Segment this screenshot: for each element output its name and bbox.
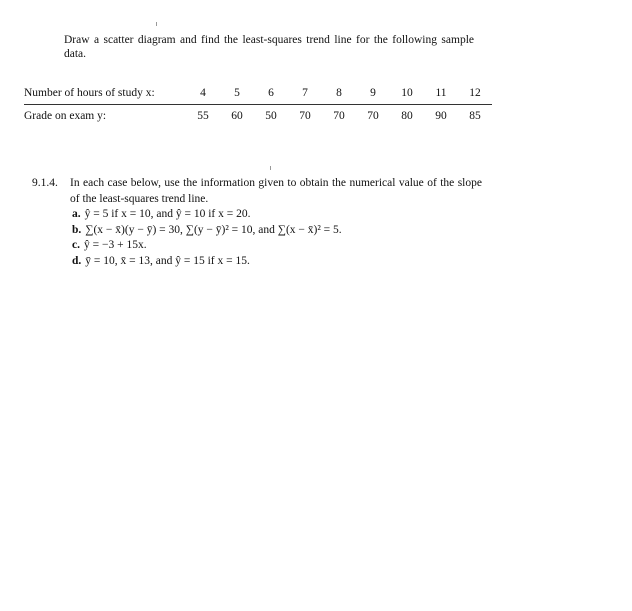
part-d [72,254,482,270]
table-cell: 10 [390,82,424,105]
part-a [72,207,482,223]
table-cell: 5 [220,82,254,105]
sample-data-table [24,82,492,127]
stray-mark [156,22,157,26]
table-cell: 70 [367,110,379,122]
part-content: ∑(x − x̄)(y − ȳ) = 30, ∑(y − ȳ)² = 10, and ∑(x − x̄)² = 5. [85,223,342,236]
stray-mark [270,166,271,170]
part-content: ŷ = −3 + 15x. [83,239,147,251]
table-cell: 70 [333,110,345,122]
intro-paragraph: Draw a scatter diagram and find the least-squares trend line for the following sample data. [64,34,474,60]
table-cell: 12 [458,82,492,105]
row-label-grade: Grade on exam y: [24,110,107,122]
table-cell: 85 [469,110,481,122]
part-content: ȳ = 10, x̄ = 13, and ŷ = 15 if x = 15. [85,254,250,267]
table-cell: 4 [186,82,220,105]
table-cell: 50 [265,110,277,122]
problem-9-1-4 [32,176,482,269]
table-cell: 6 [254,82,288,105]
part-content: ŷ = 5 if x = 10, and ŷ = 10 if x = 20. [84,208,251,220]
part-b [72,223,482,239]
problem-body [70,176,482,269]
table-cell: 90 [435,110,447,122]
table-cell: 7 [288,82,322,105]
table-cell: 60 [231,110,243,122]
row-label-hours: Number of hours of study x: [24,82,186,105]
table-row-hours [24,82,492,105]
part-letter: d. [72,254,82,267]
part-letter: a. [72,208,81,220]
part-letter: c. [72,239,80,251]
table-cell: 8 [322,82,356,105]
table-cell: 70 [299,110,311,122]
table-cell: 11 [424,82,458,105]
part-c [72,238,482,254]
table-cell: 80 [401,110,413,122]
problem-text: In each case below, use the information given to obtain the numerical value of the slope of the least-squares trend line. [70,177,482,205]
problem-number: 9.1.4. [32,177,58,189]
table-cell: 55 [197,110,209,122]
table-row-grade [24,105,492,128]
part-letter: b. [72,223,82,236]
table-cell: 9 [356,82,390,105]
